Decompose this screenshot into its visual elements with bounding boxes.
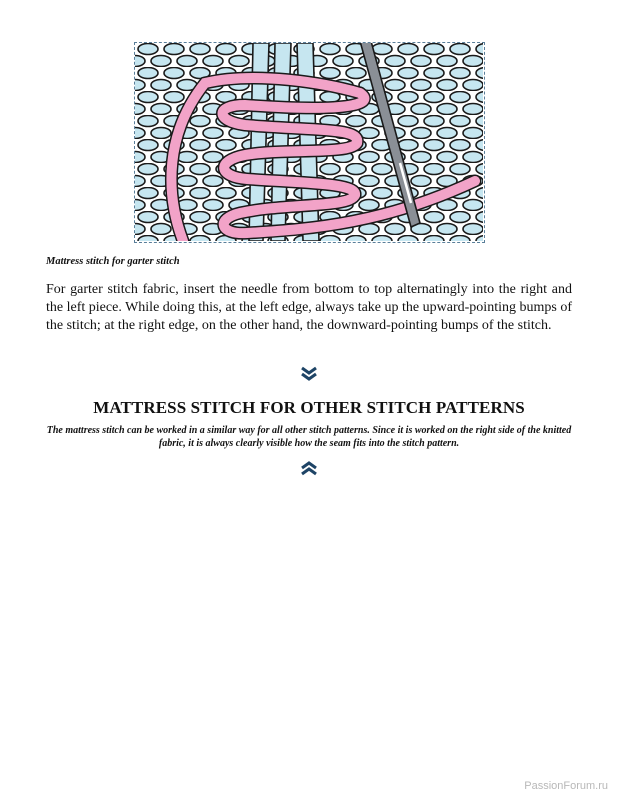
watermark: PassionForum.ru bbox=[524, 780, 608, 792]
section-heading: MATTRESS STITCH FOR OTHER STITCH PATTERNS bbox=[93, 398, 525, 417]
mattress-stitch-illustration bbox=[134, 42, 485, 243]
double-chevron-up-icon[interactable] bbox=[298, 460, 320, 476]
body-paragraph: For garter stitch fabric, insert the needle from bottom to top alternatingly into the right and the left piece. While doing this, at the left edge, always take up the upward-pointing bumps of the stitch; at the right edge, on the other hand, the downward-pointing bumps of the stitch. bbox=[46, 282, 572, 333]
double-chevron-down-icon[interactable] bbox=[298, 366, 320, 382]
figure-caption: Mattress stitch for garter stitch bbox=[46, 256, 180, 267]
knitting-diagram-svg bbox=[135, 43, 483, 241]
section-text: The mattress stitch can be worked in a similar way for all other stitch patterns. Since it is worked on the right side of the knitted fabric, it is always clearly visible how the seam fits into the stitch pattern. bbox=[46, 425, 572, 449]
